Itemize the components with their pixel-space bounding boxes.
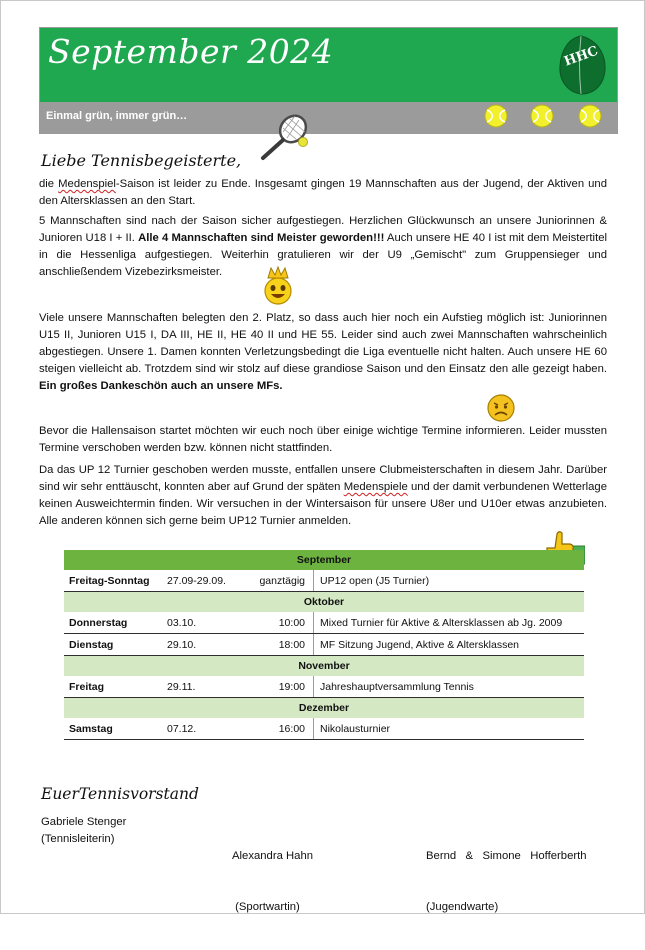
month-header-row bbox=[64, 656, 584, 677]
signature-role: (Tennisleiterin) bbox=[41, 833, 115, 845]
table-row bbox=[64, 676, 584, 698]
paragraph-promotions-pre: 5 Mannschaften sind nach der Saison sicher aufgestiegen. Herzlichen Glückwunsch an unsere Juniorinnen & Junioren U18 I + II. bbox=[39, 215, 607, 244]
event-description: Mixed Turnier für Aktive & Altersklassen ab Jg. 2009 bbox=[314, 612, 585, 634]
month-name: November bbox=[64, 656, 584, 677]
banner-subtitle: Einmal grün, immer grün… bbox=[46, 110, 188, 122]
tennis-ball-icon bbox=[530, 104, 554, 128]
paragraph-cancellation-pre: Da das UP 12 Turnier geschoben werden musste, entfallen unsere Clubmeisterschaften in diesem Jahr. Darüber sind wir sehr enttäuscht, konnten aber auf Grund der späten bbox=[39, 464, 607, 493]
event-date: 03.10. bbox=[162, 612, 252, 634]
schedule-table bbox=[64, 550, 584, 740]
paragraph-cancellation bbox=[39, 462, 607, 530]
table-row bbox=[64, 570, 584, 592]
paragraph-intro bbox=[39, 176, 607, 210]
paragraph-intro-rest: -Saison ist leider zu Ende. Insgesamt gingen 19 Mannschaften aus der Jugend, der Aktiven und den Altersklassen an den Start. bbox=[39, 178, 607, 207]
closing-signoff: EuerTennisvorstand bbox=[41, 785, 199, 803]
event-time: ganztägig bbox=[252, 570, 314, 592]
event-day: Donnerstag bbox=[64, 612, 162, 634]
banner-green-band bbox=[40, 28, 617, 102]
month-header-row bbox=[64, 698, 584, 719]
paragraph-promotions bbox=[39, 213, 607, 281]
month-header-row bbox=[64, 592, 584, 613]
event-day: Dienstag bbox=[64, 634, 162, 656]
month-name: Oktober bbox=[64, 592, 584, 613]
paragraph-second-place-pre: Viele unsere Mannschaften belegten den 2. Platz, so dass auch hier noch ein Aufstieg möglich ist: Juniorinnen U15 II, Junioren U15 I, DA III, HE II, HE 40 II und HE 55. Leider sind auch zwei Mannschaften wahrscheinlich abgestiegen. Unsere 1. Damen konnten Verletzungsbedingt die Liga eventuelle nicht halten. Auch unsere HE 60 steigen vielleicht ab. Trotzdem sind wir stolz auf diese grandiose Saison und den Einsatz den alle gezeigt haben. bbox=[39, 312, 607, 375]
paragraph-second-place bbox=[39, 310, 607, 395]
tennis-ball-icon bbox=[484, 104, 508, 128]
event-date: 29.11. bbox=[162, 676, 252, 698]
header-banner bbox=[39, 27, 618, 134]
banner-grey-band bbox=[40, 102, 617, 133]
event-description: UP12 open (J5 Turnier) bbox=[314, 570, 585, 592]
page-title: September 2024 bbox=[48, 32, 334, 71]
event-date: 27.09-29.09. bbox=[162, 570, 252, 592]
month-name: September bbox=[64, 550, 584, 570]
club-logo-icon bbox=[557, 34, 607, 96]
table-row bbox=[64, 718, 584, 740]
signature-name: Alexandra Hahn bbox=[232, 850, 314, 862]
tennis-racket-icon bbox=[257, 112, 313, 162]
signature-tennisleiterin bbox=[41, 814, 126, 848]
paragraph-cancellation-post: und der damit verbundenen Wetterlage keinen Ausweichtermin finden. Wir versuchen in der Wintersaison für unsere U8er und U10er etwas anzubieten. Alle anderen können sich gerne beim UP12 Turnier anmelden. bbox=[39, 481, 607, 527]
event-day: Samstag bbox=[64, 718, 162, 740]
event-description: Nikolausturnier bbox=[314, 718, 585, 740]
event-time: 19:00 bbox=[252, 676, 314, 698]
logo-letter-h1: HHC bbox=[562, 43, 601, 70]
signature-role: (Jugendwarte) bbox=[426, 901, 499, 913]
table-row bbox=[64, 612, 584, 634]
crowned-smiley-icon bbox=[261, 266, 295, 306]
spellcheck-word: Medenspiel bbox=[58, 178, 116, 190]
paragraph-dates-info: Bevor die Hallensaison startet möchten wir euch noch über einige wichtige Termine informieren. Leider mussten Termine verschoben werden bzw. können nicht stattfinden. bbox=[39, 425, 607, 454]
month-name: Dezember bbox=[64, 698, 584, 719]
event-day: Freitag bbox=[64, 676, 162, 698]
table-row bbox=[64, 634, 584, 656]
tennis-ball-icon bbox=[578, 104, 602, 128]
signature-role: (Sportwartin) bbox=[232, 901, 300, 913]
signature-name: Gabriele Stenger bbox=[41, 816, 127, 828]
signature-name: Bernd & Simone Hofferberth bbox=[426, 850, 587, 862]
event-time: 10:00 bbox=[252, 612, 314, 634]
event-time: 18:00 bbox=[252, 634, 314, 656]
event-description: MF Sitzung Jugend, Aktive & Altersklassen bbox=[314, 634, 585, 656]
event-date: 07.12. bbox=[162, 718, 252, 740]
signature-jugendwarte bbox=[426, 814, 587, 950]
signature-sportwartin bbox=[232, 814, 313, 950]
event-description: Jahreshauptversammlung Tennis bbox=[314, 676, 585, 698]
paragraph-promotions-bold: Alle 4 Mannschaften sind Meister geworden!!! bbox=[138, 232, 385, 244]
event-date: 29.10. bbox=[162, 634, 252, 656]
paragraph-second-place-bold: Ein großes Dankeschön auch an unsere MFs. bbox=[39, 380, 283, 392]
spellcheck-word: Medenspiele bbox=[343, 481, 408, 493]
paragraph-intro-pre: die bbox=[39, 178, 59, 190]
greeting: Liebe Tennisbegeisterte, bbox=[41, 151, 242, 170]
sad-face-icon bbox=[486, 393, 516, 423]
month-header-row bbox=[64, 550, 584, 570]
event-time: 16:00 bbox=[252, 718, 314, 740]
paragraph-promotions-post: Auch unsere HE 40 I ist mit dem Meistertitel in die Hessenliga aufgestiegen. Weiterhin gratulieren wir der U9 „Gemischt" zum Gruppensieger und anschließendem Vizebezirksmeister. bbox=[39, 232, 607, 278]
event-day: Freitag-Sonntag bbox=[64, 570, 162, 592]
